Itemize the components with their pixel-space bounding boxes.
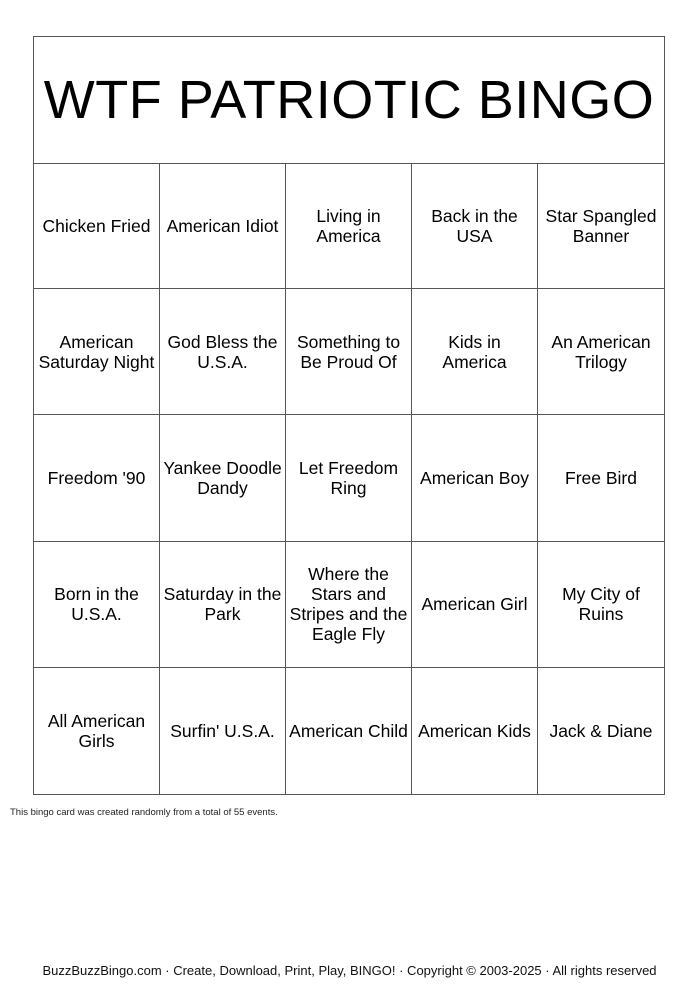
bingo-cell: Where the Stars and Stripes and the Eagle Fly <box>286 542 412 668</box>
bingo-cell: Something to Be Proud Of <box>286 289 412 415</box>
bingo-cell: Back in the USA <box>412 163 538 289</box>
bingo-cell: Jack & Diane <box>549 720 653 741</box>
bingo-cell: Born in the U.S.A. <box>34 542 160 668</box>
card-title: WTF PATRIOTIC BINGO <box>34 37 664 164</box>
bingo-cell: God Bless the U.S.A. <box>160 289 286 415</box>
bingo-cell: American Kids <box>412 668 538 794</box>
bingo-cell: Surfin' U.S.A. <box>160 668 286 794</box>
bingo-cell: American Girl <box>412 542 538 668</box>
bingo-cell: Saturday in the Park <box>160 542 286 668</box>
bingo-cell: Chicken Fried <box>34 163 160 289</box>
bingo-cell: All American Girls <box>34 668 160 794</box>
bingo-cell: American Boy <box>412 415 538 541</box>
bingo-cell: Star Spangled Banner <box>538 163 664 289</box>
bingo-cell: Freedom '90 <box>34 415 160 541</box>
generation-note: This bingo card was created randomly from a total of 55 events. <box>10 807 278 818</box>
bingo-cell: American Child <box>286 668 412 794</box>
bingo-cell: American Idiot <box>160 163 286 289</box>
bingo-cell: Let Freedom Ring <box>286 415 412 541</box>
bingo-cell: Kids in America <box>412 289 538 415</box>
bingo-cell: My City of Ruins <box>538 542 664 668</box>
bingo-cell: Free Bird <box>538 415 664 541</box>
bingo-grid <box>34 163 664 794</box>
bingo-cell: Yankee Doodle Dandy <box>160 415 286 541</box>
bingo-card <box>33 36 665 795</box>
site-footer: BuzzBuzzBingo.com · Create, Download, Print, Play, BINGO! · Copyright © 2003-2025 · All rights reserved <box>42 963 657 978</box>
bingo-cell: American Saturday Night <box>34 289 160 415</box>
bingo-cell: An American Trilogy <box>538 289 664 415</box>
bingo-cell: Living in America <box>286 163 412 289</box>
